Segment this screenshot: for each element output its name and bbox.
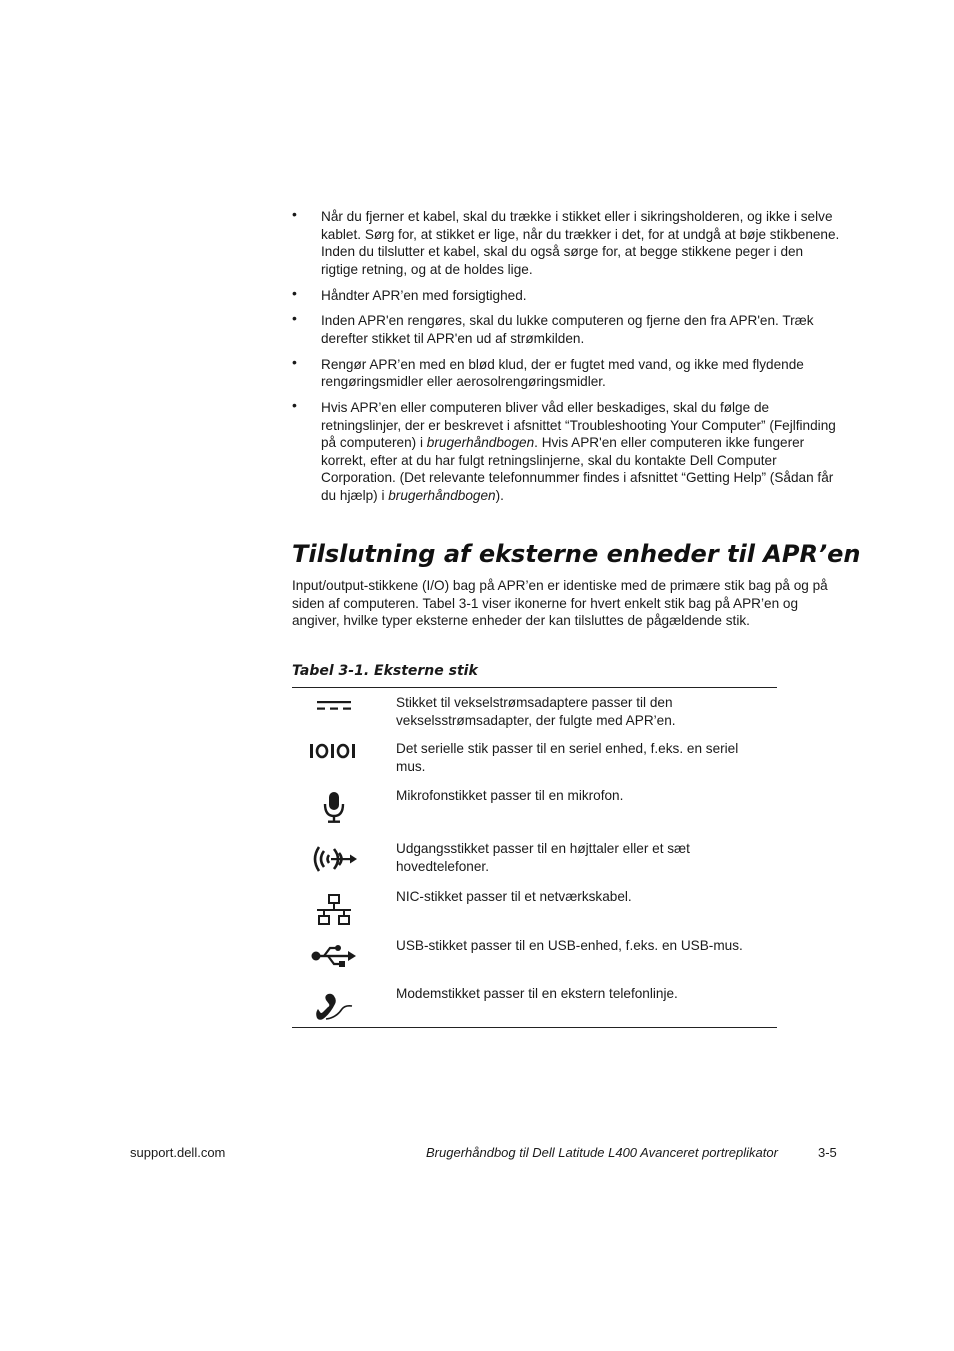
book-title: brugerhåndbogen: [426, 435, 535, 451]
bullet-item: [292, 353, 840, 391]
bullet-text: Inden APR'en rengøres, skal du lukke computeren og fjerne den fra APR'en. Træk derefter stikket til APR'en ud af strømkilden.: [321, 313, 814, 346]
table-title: Tabel 3-1. Eksterne stik: [292, 663, 478, 679]
book-title: brugerhåndbogen: [388, 488, 496, 504]
footer-book-title: Brugerhåndbog til Dell Latitude L400 Avanceret portreplikator: [426, 1145, 778, 1160]
row-description: Modemstikket passer til en ekstern telefonlinje.: [396, 986, 678, 1001]
intro-paragraph: Input/output-stikkene (I/O) bag på APR’en er identiske med de primære stik bag på og på siden af computeren. Tabel 3-1 viser ikonerne for hvert enkelt stik bag på APR’en og angiver, hvilke typer eksterne enheder der kan tilsluttes de pågældende stik.: [292, 578, 828, 629]
bullet-icon: •: [292, 206, 297, 222]
usb-icon: [306, 943, 362, 969]
bullet-item: [292, 399, 840, 505]
bullet-text: Hvis APR’en eller computeren bliver våd eller beskadiges, skal du følge de retningslinjer, der er beskrevet i afsnittet “Troubleshooting Your Computer” (Fejlfinding på computeren) i brugerhåndbogen. Hvis APR'en eller computeren ikke fungerer korrekt, efter at du har fulgt retningslinjerne, skal du kontakte Dell Computer Corporation. (Det relevante telefonnummer findes i afsnittet “Getting Help” (Sådan får du hjælp) i brugerhåndbogen).: [321, 400, 836, 504]
row-description: Mikrofonstikket passer til en mikrofon.: [396, 788, 624, 803]
precautions-list: [292, 208, 840, 513]
bullet-item: [292, 284, 840, 305]
serial-port-icon: [306, 743, 362, 759]
bullet-icon: •: [292, 353, 297, 370]
bullet-icon: •: [292, 284, 297, 301]
row-description: NIC-stikket passer til et netværkskabel.: [396, 889, 632, 904]
footer-website: support.dell.com: [130, 1145, 226, 1160]
microphone-icon: [306, 790, 362, 824]
bullet-text: Rengør APR’en med en blød klud, der er fugtet med vand, og ikke med flydende rengøringsmidler eller aerosolrengøringsmidler.: [321, 356, 804, 390]
phone-icon: [306, 992, 362, 1022]
bullet-text: Håndter APR’en med forsigtighed.: [321, 287, 527, 303]
bullet-text: Når du fjerner et kabel, skal du trække i stikket eller i sikringsholderen, og ikke i selve kablet. Sørg for, at stikket er lige, når du trækker i det, for at undgå at bøje stikbenene. Inden du tilslutter et kabel, skal du også sørge for, at begge stikkene peger i den rigtige retning, og at de holdes lige.: [321, 209, 840, 277]
bullet-icon: •: [292, 310, 297, 327]
row-description: Stikket til vekselstrømsadaptere passer til den vekselsstrømsadapter, der fulgte med APR’en.: [396, 695, 676, 728]
network-icon: [306, 893, 362, 927]
dc-power-icon: [306, 698, 362, 712]
audio-out-icon: [306, 843, 362, 875]
bullet-item: [292, 208, 840, 278]
row-description: Det serielle stik passer til en seriel enhed, f.eks. en seriel mus.: [396, 741, 739, 774]
section-heading: Tilslutning af eksterne enheder til APR’en: [292, 540, 861, 568]
page-number: 3-5: [818, 1145, 837, 1160]
bullet-item: [292, 312, 840, 347]
table-bottom-rule: [292, 1027, 777, 1028]
row-description: Udgangsstikket passer til en højttaler eller et sæt hovedtelefoner.: [396, 841, 690, 874]
table-top-rule: [292, 687, 777, 688]
row-description: USB-stikket passer til en USB-enhed, f.eks. en USB-mus.: [396, 938, 743, 953]
bullet-icon: •: [292, 397, 297, 414]
